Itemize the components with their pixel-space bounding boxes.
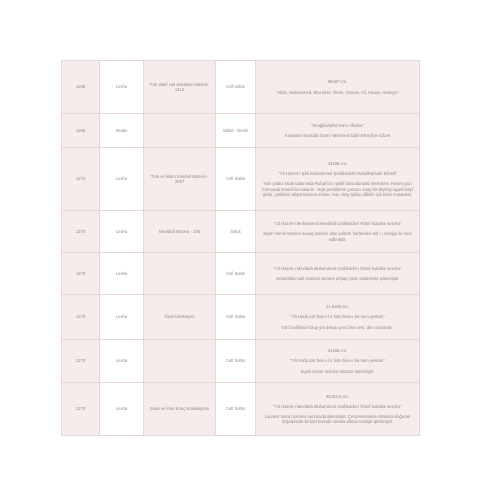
description-cell [256, 340, 420, 383]
collection-cell: Suna ve İnan Kıraç Koleksiyonu [144, 383, 216, 436]
type-cell: Levha [100, 340, 144, 383]
table-row [62, 211, 420, 253]
year-cell: 1270 [62, 253, 100, 295]
type-cell: Levha [100, 61, 144, 114]
table-row [62, 114, 420, 148]
description-line: “Yâ Hazret-i Mevlânâ Muhammed Celâleddin-i Rûmî kuddise sırruhu” [273, 403, 402, 409]
table-row [62, 340, 420, 383]
description-cell [256, 253, 420, 295]
type-cell: Levha [100, 253, 144, 295]
year-cell: 1272 [62, 148, 100, 211]
description-line: Siyah zemin üzerine sunuş üzerine altın yaldızlı harflerden tek ı ı ebruğu ile mea edilmiştir. [263, 231, 412, 242]
description-cell [256, 383, 420, 436]
collection-cell [144, 340, 216, 383]
type-cell: Levha [100, 211, 144, 253]
description-line: Lacivert zemin üzerine sarstrazla işlenmiştir. Çerçevelenden-ortalama doğuran köşelerinde iki-kürt fesinde sırasta altıran tezhipli işlenmiştir. [264, 414, 411, 425]
year-cell: 1270 [62, 295, 100, 340]
table-row [62, 61, 420, 114]
script-cell: Celî Sülüs [216, 253, 256, 295]
description-line: 92x53,5 cm. [326, 393, 349, 399]
description-cell [256, 295, 420, 340]
description-cell [256, 114, 420, 148]
script-cell: Celî Sülüs [216, 148, 256, 211]
collection-cell: Türk ve İslam Eserleri Müzesi - 2097 [144, 148, 216, 211]
document-table [61, 60, 420, 436]
type-cell: Levha [100, 148, 144, 211]
description-line: Yazı yaldız sicak tabanında Ruhaf bir i-şarifi bulundurdaki metinlerle. Resim yazı formunda önemli bir tasarım. Yeşil perdeleme yaratıcı onay bir deyhtiyi ayarlı böyl gelişi, yetkilisin ahşat kartona mirası. Son olray tipikiy dâhilin için katılı müsadesi. [262, 181, 413, 197]
script-cell: Celî sülüs [216, 61, 256, 114]
collection-cell [144, 253, 216, 295]
description-line: “Yâ Hüda ictit fesu-i İ ir lıstrı fesu-ı lisi men yeslüm” [290, 358, 385, 364]
type-cell: Levha [100, 295, 144, 340]
collection-cell: Mevlânâ Müzesi - 106 [144, 211, 216, 253]
description-line: “Yâ Hazret-i Muhammed Mevlânâ Celâleddin-i Rûmî kuddise sırruhu” [273, 221, 402, 227]
description-line: Türl Cediliksel Grup yrs dekalı çeini ûsni vesi, ahn cezaiinde. [281, 324, 394, 330]
table-row [62, 253, 420, 295]
script-cell: Celî Sülüs [216, 383, 256, 436]
description-line: Kazasker Mustafa İzzet’e Mehmed Salih Efendi’ye ıcâzet [284, 133, 391, 138]
description-line: 98x87 cm. [327, 79, 348, 85]
description-line: 31x65 cm. [327, 348, 348, 354]
script-cell: Celî Sülüs [216, 340, 256, 383]
year-cell: 1269 [62, 61, 100, 114]
description-line: “Yâ Hazret-i Şâh Muhammed Şehâbeddin Rufai/Rahvah Efendi” [278, 171, 397, 177]
table-row [62, 148, 420, 211]
description-line: 21,6x69 cm. [326, 304, 349, 310]
year-cell: 1270 [62, 211, 100, 253]
script-cell: Sülüs - Nesih [216, 114, 256, 148]
description-line: Siyah zemin üzerine sâsrazlı işlenmiştir. [300, 368, 375, 374]
description-line: 44x96 cm. [327, 160, 348, 166]
collection-cell [144, 114, 216, 148]
script-cell: Sülüs [216, 211, 256, 253]
type-cell: Levha [100, 383, 144, 436]
table-row [62, 295, 420, 340]
description-cell [256, 211, 420, 253]
description-line: Vetranlıkta siah zeminin üzerine ahşap yazılı kitabelerle işlenmiştir. [275, 276, 400, 281]
collection-cell: Özel Koleksiyon [144, 295, 216, 340]
description-line: “Yâ Hüda ictit fesu-i İ ir lıstrı fesu-ı lisi men yeslüm” [290, 314, 385, 320]
table-row [62, 383, 420, 436]
description-line: “Sirağıllahülhe’nam-ı illalıne” [311, 122, 364, 128]
year-cell: 1270 [62, 340, 100, 383]
script-cell: Celî Sülüs [216, 295, 256, 340]
description-cell [256, 61, 420, 114]
year-cell: 1269 [62, 114, 100, 148]
year-cell: 1270 [62, 383, 100, 436]
type-cell: Kitabe [100, 114, 144, 148]
description-line: “Allah, Muhammed, Ebu Bekr, Ömer, Osman, Ali, Hasan, Hüseyin” [276, 89, 399, 95]
description-line: “Yâ Hazret-i Mevlânâ Muhammed Celâleddin-i Rûmî kuddise sırruhu” [273, 265, 402, 271]
collection-cell: Türk Vakıf Hat Sanatları Müzesi - 1412 [144, 61, 216, 114]
description-cell [256, 148, 420, 211]
